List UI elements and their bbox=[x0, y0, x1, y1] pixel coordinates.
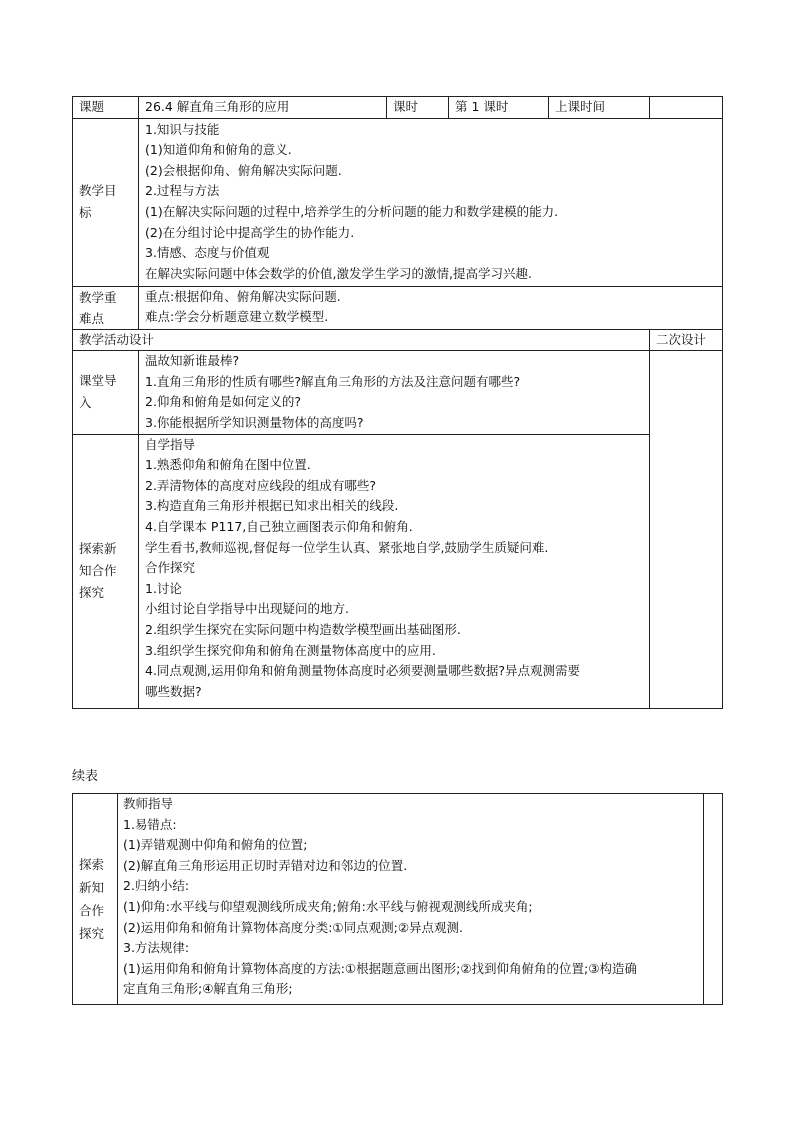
objective-line: (1)在解决实际问题的过程中,培养学生的分析问题的能力和数学建模的能力. bbox=[145, 203, 559, 219]
explore-content bbox=[139, 434, 650, 708]
lesson-plan-table bbox=[72, 96, 723, 709]
objectives-label-text: 教学目标 bbox=[79, 183, 117, 221]
course-title: 26.4 解直角三角形的应用 bbox=[139, 97, 387, 119]
objective-line: (2)会根据仰角、俯角解决实际问题. bbox=[145, 162, 342, 178]
explore-label bbox=[73, 434, 139, 708]
intro-content bbox=[139, 351, 650, 434]
intro-label bbox=[73, 351, 139, 434]
objective-line: 2.过程与方法 bbox=[145, 183, 220, 199]
explore-line: 哪些数据? bbox=[145, 683, 202, 699]
teacher-line: 1.易错点: bbox=[123, 816, 177, 832]
explore-line: 自学指导 bbox=[145, 436, 196, 452]
explore-line: 4.同点观测,运用仰角和俯角测量物体高度时必须要测量哪些数据?异点观测需要 bbox=[145, 663, 581, 679]
teacher-line: 2.归纳小结: bbox=[123, 878, 190, 894]
explore-line: 学生看书,教师巡视,督促每一位学生认真、紧张地自学,鼓励学生质疑问难. bbox=[145, 539, 549, 555]
teacher-line: 定直角三角形;④解直角三角形; bbox=[123, 981, 293, 997]
objectives-label bbox=[73, 118, 139, 286]
period-label: 课时 bbox=[387, 97, 449, 119]
teacher-line: (2)运用仰角和俯角计算物体高度分类:①同点观测;②异点观测. bbox=[123, 919, 464, 935]
teacher-line: (1)仰角:水平线与仰望观测线所成夹角;俯角:水平线与俯视观测线所成夹角; bbox=[123, 898, 533, 914]
key-point-line: 难点:学会分析题意建立数学模型. bbox=[145, 309, 329, 325]
explore-label-text: 探索新知合作探究 bbox=[79, 541, 117, 601]
teacher-line: 教师指导 bbox=[123, 796, 174, 811]
intro-line: 温故知新谁最棒? bbox=[145, 353, 240, 369]
explore-line: 合作探究 bbox=[145, 560, 196, 576]
explore-line: 小组讨论自学指导中出现疑问的地方. bbox=[145, 601, 349, 617]
explore-line: 3.组织学生探究仰角和俯角在测量物体高度中的应用. bbox=[145, 642, 436, 658]
continued-table bbox=[72, 793, 723, 1005]
teacher-label-text: 探索新知合作探究 bbox=[79, 857, 105, 941]
second-design-header: 二次设计 bbox=[650, 329, 723, 351]
explore-line: 1.讨论 bbox=[145, 580, 182, 596]
teacher-line: 3.方法规律: bbox=[123, 940, 190, 956]
second-design-cell bbox=[650, 351, 723, 708]
period-value: 第 1 课时 bbox=[449, 97, 549, 119]
objectives-content bbox=[139, 118, 723, 286]
class-time-label: 上课时间 bbox=[549, 97, 650, 119]
explore-line: 2.弄清物体的高度对应线段的组成有哪些? bbox=[145, 477, 377, 493]
intro-line: 2.仰角和俯角是如何定义的? bbox=[145, 394, 302, 410]
key-points-label bbox=[73, 286, 139, 329]
explore-line: 4.自学课本 P117,自己独立画图表示仰角和俯角. bbox=[145, 518, 413, 534]
teacher-line: (1)弄错观测中仰角和俯角的位置; bbox=[123, 837, 308, 853]
teacher-line: (1)运用仰角和俯角计算物体高度的方法:①根据题意画出图形;②找到仰角俯角的位置;③构造确 bbox=[123, 960, 637, 976]
teacher-line: (2)解直角三角形运用正切时弄错对边和邻边的位置. bbox=[123, 857, 408, 873]
class-time-value bbox=[650, 97, 723, 119]
objective-line: 在解决实际问题中体会数学的价值,激发学生学习的激情,提高学习兴趣. bbox=[145, 265, 532, 281]
explore-line: 3.构造直角三角形并根据已知求出相关的线段. bbox=[145, 498, 399, 514]
explore-line: 1.熟悉仰角和俯角在图中位置. bbox=[145, 457, 311, 473]
teacher-content bbox=[118, 794, 704, 1005]
teacher-second-design-cell bbox=[704, 794, 723, 1005]
key-points-content bbox=[139, 286, 723, 329]
teacher-label bbox=[73, 794, 118, 1005]
activity-design-header: 教学活动设计 bbox=[73, 329, 650, 351]
course-label: 课题 bbox=[73, 97, 139, 119]
objective-line: 1.知识与技能 bbox=[145, 121, 220, 137]
key-points-label-text: 教学重难点 bbox=[79, 289, 117, 326]
continued-label: 续表 bbox=[72, 769, 99, 784]
objective-line: (1)知道仰角和俯角的意义. bbox=[145, 142, 292, 158]
intro-label-text: 课堂导入 bbox=[79, 373, 117, 411]
objective-line: 3.情感、态度与价值观 bbox=[145, 245, 270, 261]
objective-line: (2)在分组讨论中提高学生的协作能力. bbox=[145, 224, 355, 240]
intro-line: 1.直角三角形的性质有哪些?解直角三角形的方法及注意问题有哪些? bbox=[145, 373, 521, 389]
key-point-line: 重点:根据仰角、俯角解决实际问题. bbox=[145, 288, 341, 304]
intro-line: 3.你能根据所学知识测量物体的高度吗? bbox=[145, 414, 364, 430]
explore-line: 2.组织学生探究在实际问题中构造数学模型画出基础图形. bbox=[145, 621, 461, 637]
